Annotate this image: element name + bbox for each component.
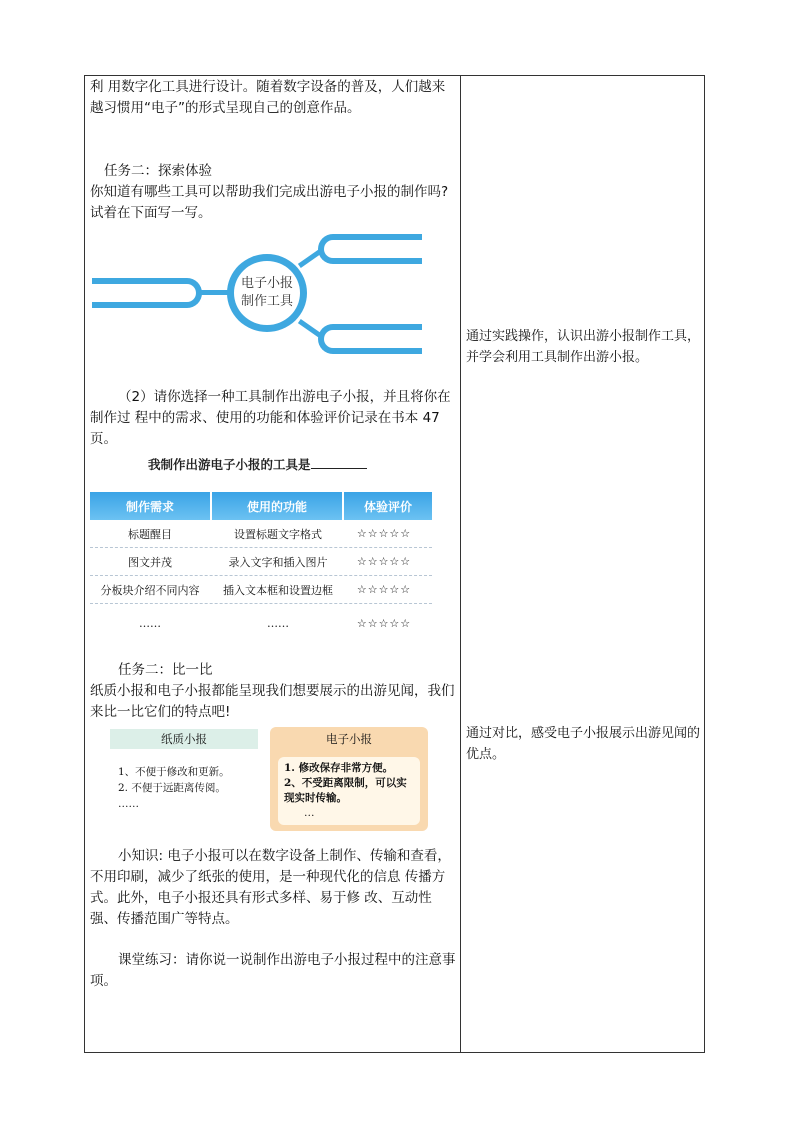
task2-title: 任务二：探索体验 bbox=[104, 163, 212, 179]
digital-report-list bbox=[278, 757, 420, 825]
tool-mindmap bbox=[92, 228, 422, 364]
table-row bbox=[90, 520, 432, 548]
knowledge-text: 小知识: 电子小报可以在数字设备上制作、传输和查看，不用印刷，减少了纸张的使用，是一种现代化的信息 传播方式。此外，电子小报还具有形式多样、易于修 改、互动性强、传播范围广等特点。 bbox=[90, 848, 451, 927]
row-rating: ☆☆☆☆☆ bbox=[356, 555, 412, 568]
table-row bbox=[90, 576, 432, 604]
digital-item: 2、不受距离限制，可以实现实时传输。 bbox=[284, 777, 407, 804]
row-rating: ☆☆☆☆☆ bbox=[356, 583, 412, 596]
right-note-2: 通过对比，感受电子小报展示出游见闻的优点。 bbox=[466, 726, 701, 762]
step2-text: （2）请你选择一种工具制作出游电子小报，并且将你在制作过 程中的需求、使用的功能和体验评价记录在书本 47 页。 bbox=[90, 389, 451, 447]
paper-report-list bbox=[118, 764, 230, 812]
row-function: 设置标题文字格式 bbox=[234, 527, 322, 541]
paper-report-head: 纸质小报 bbox=[110, 729, 258, 749]
paper-item: …… bbox=[118, 798, 139, 810]
row-need: …… bbox=[139, 617, 161, 630]
tools-table bbox=[90, 492, 432, 637]
header-rating: 体验评价 bbox=[344, 492, 432, 520]
row-need: 图文并茂 bbox=[128, 555, 172, 569]
right-note-1: 通过实践操作，认识出游小报制作工具，并学会利用工具制作出游小报。 bbox=[466, 329, 701, 365]
row-function: …… bbox=[267, 617, 289, 630]
column-divider bbox=[460, 75, 461, 1053]
digital-report-head: 电子小报 bbox=[326, 732, 372, 746]
mindmap-branch-bottom-right bbox=[318, 324, 422, 354]
intro-text: 利 用数字化工具进行设计。随着数字设备的普及，人们越来越习惯用“电子”的形式呈现自己的创意作品。 bbox=[90, 79, 446, 116]
digital-report-card bbox=[270, 727, 428, 831]
digital-item: … bbox=[304, 807, 315, 819]
mindmap-branch-left bbox=[92, 278, 202, 308]
tools-title-text: 我制作出游电子小报的工具是 bbox=[148, 457, 311, 472]
tools-title bbox=[148, 455, 367, 473]
header-function: 使用的功能 bbox=[212, 492, 342, 520]
paper-item: 1、不便于修改和更新。 bbox=[118, 766, 230, 778]
mindmap-center-line1: 电子小报 bbox=[240, 276, 293, 291]
compare-title: 任务二：比一比 bbox=[118, 662, 213, 678]
header-need: 制作需求 bbox=[90, 492, 210, 520]
row-function: 录入文字和插入图片 bbox=[228, 555, 328, 569]
mindmap-center-line2: 制作工具 bbox=[240, 294, 293, 309]
row-rating: ☆☆☆☆☆ bbox=[356, 527, 412, 540]
mindmap-branch-top-right bbox=[318, 234, 422, 264]
tools-table-header bbox=[90, 492, 432, 520]
compare-text: 纸质小报和电子小报都能呈现我们想要展示的出游见闻，我们来比一比它们的特点吧! bbox=[90, 683, 455, 720]
digital-item: 1. 修改保存非常方便。 bbox=[284, 762, 394, 774]
table-row bbox=[90, 610, 432, 637]
table-row bbox=[90, 548, 432, 576]
mindmap-center bbox=[227, 254, 307, 332]
practice-text: 课堂练习：请你说一说制作出游电子小报过程中的注意事项。 bbox=[90, 952, 456, 989]
row-need: 标题醒目 bbox=[128, 527, 172, 541]
row-rating: ☆☆☆☆☆ bbox=[356, 617, 412, 630]
row-need: 分板块介绍不同内容 bbox=[100, 583, 200, 597]
row-function: 插入文本框和设置边框 bbox=[223, 583, 333, 597]
task2-text: 你知道有哪些工具可以帮助我们完成出游电子小报的制作吗?试着在下面写一写。 bbox=[90, 184, 449, 221]
paper-item: 2. 不便于远距离传阅。 bbox=[118, 782, 226, 794]
tools-title-blank bbox=[311, 456, 367, 469]
